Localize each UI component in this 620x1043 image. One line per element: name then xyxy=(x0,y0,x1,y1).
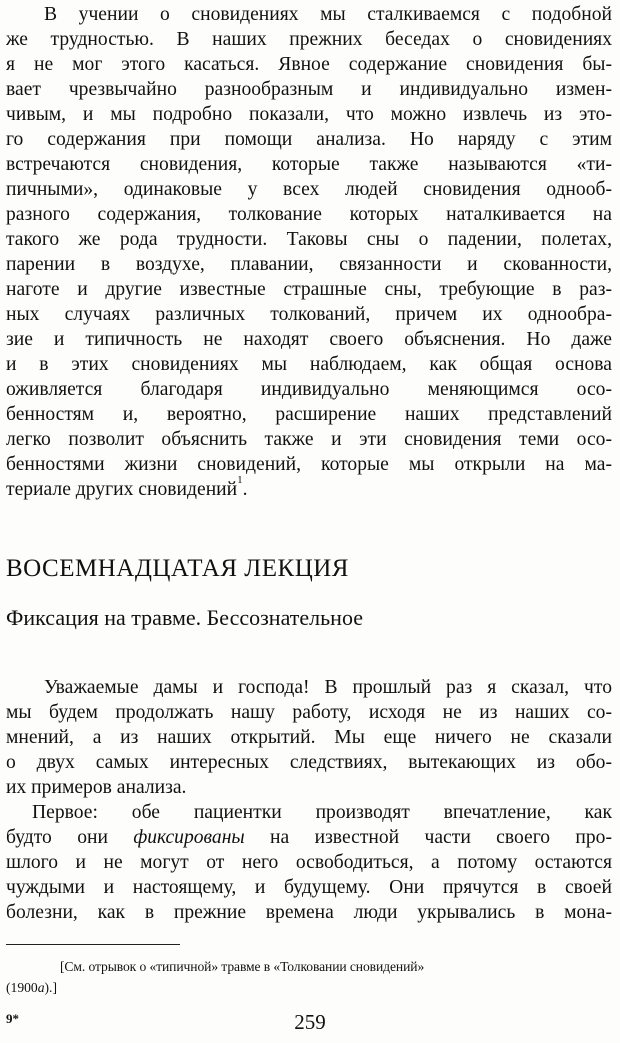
lecture-subheading: Фиксация на травме. Бессознательное xyxy=(6,605,363,630)
text-line: шлого и не могут от него освободиться, а потому остаются xyxy=(6,852,612,873)
text-line-content: териале других сновидений xyxy=(6,479,238,500)
text-fragment: будто они xyxy=(6,827,134,848)
text-line: го содержания при помощи анализа. Но наряду с этим xyxy=(6,129,612,150)
text-line: териале других сновидений$^1$. xyxy=(6,474,248,500)
text-line: о двух самых интересных следствиях, вытекающих из обо- xyxy=(6,752,612,773)
emphasis-text: фиксированы xyxy=(133,827,245,848)
text-line: чивым, и мы подробно показали, что можно извлечь из это- xyxy=(6,104,612,125)
text-line: и в этих сновидениях мы наблюдаем, как общая основа xyxy=(6,354,612,375)
text-fragment: ).] xyxy=(44,980,57,995)
footnote-text: [См. отрывок о «типичной» травме в «Толковании сновидений» xyxy=(60,959,425,974)
text-line: зие и типичность не находят своего объяснения. Но даже xyxy=(6,329,612,350)
text-line: я не мог этого касаться. Явное содержание сновидения бы- xyxy=(6,54,612,75)
text-line: чуждыми и настоящему, и будущему. Они прячутся в своей xyxy=(6,877,612,898)
page-number: 259 xyxy=(294,1010,326,1034)
footnote-marker[interactable]: 1 xyxy=(237,474,243,486)
text-line: встречаются сновидения, которые также называются «ти- xyxy=(6,154,612,175)
text-line: бенностями жизни сновидений, которые мы открыли на ма- xyxy=(6,454,612,475)
text-line: Первое: обе пациентки производят впечатление, как xyxy=(32,802,612,823)
text-fragment: на известной части своего про- xyxy=(244,827,612,848)
text-line: болезни, как в прежние времена люди укрывались в мона- xyxy=(6,902,612,923)
text-line: ных случаях различных толкований, причем их однообра- xyxy=(6,304,612,325)
text-line: оживляется благодаря индивидуально меняющимся осо- xyxy=(6,379,612,400)
signature-mark: 9* xyxy=(6,1011,19,1026)
text-line: же трудностью. В наших прежних беседах о сновидениях xyxy=(6,29,612,50)
text-line: наготе и другие известные страшные сны, требующие в раз- xyxy=(6,279,612,300)
lecture-heading: ВОСЕМНАДЦАТАЯ ЛЕКЦИЯ xyxy=(6,555,349,582)
text-line: бенностям и, вероятно, расширение наших представлений xyxy=(6,404,612,425)
text-line: парении в воздухе, плавании, связанности и скованности, xyxy=(6,254,612,275)
text-line: разного содержания, толкование которых наталкивается на xyxy=(6,204,612,225)
footnote-divider xyxy=(6,944,180,945)
text-line: мнений, а из наших открытий. Мы еще ничего не сказали xyxy=(6,727,612,748)
text-line: Уважаемые дамы и господа! В прошлый раз я сказал, что xyxy=(44,677,612,698)
text-line: такого же рода трудности. Таковы сны о падении, полетах, xyxy=(6,229,612,250)
text-line: легко позволит объяснить также и эти сновидения теми осо- xyxy=(6,429,612,450)
text-line: их примеров анализа. xyxy=(6,777,187,798)
footnote-text xyxy=(6,978,612,998)
text-fragment: (1900 xyxy=(6,980,38,995)
text-line: мы будем продолжать нашу работу, исходя не из наших со- xyxy=(6,702,612,723)
emphasis-text: а xyxy=(37,980,45,995)
text-line: В учении о сновидениях мы сталкиваемся с подобной xyxy=(44,4,612,25)
text-line: пичными», одинаковые у всех людей сновидения однооб- xyxy=(6,179,612,200)
text-line: вает чрезвычайно разнообразным и индивидуально измен- xyxy=(6,79,612,100)
